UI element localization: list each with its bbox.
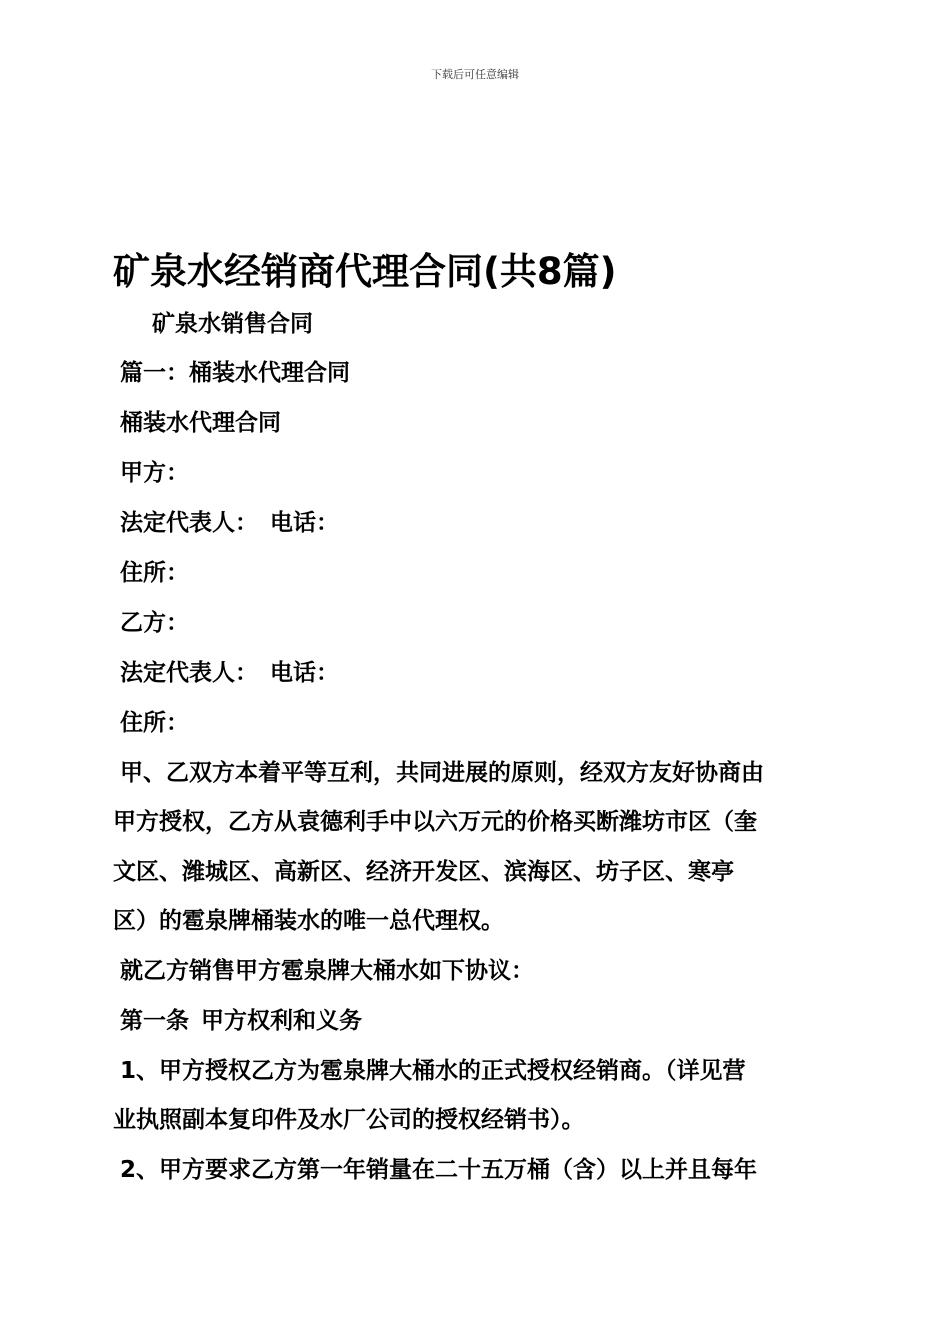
item-1-line-2: 业执照副本复印件及水厂公司的授权经销书）。 [113, 1107, 585, 1133]
paragraph-1-line-1: 甲、乙双方本着平等互利，共同进展的原则，经双方友好协商由 [120, 760, 764, 786]
party-a-phone-label: 电话： [270, 510, 339, 536]
article-1-heading [120, 1005, 362, 1037]
party-a-rep-label: 法定代表人： [120, 510, 258, 536]
paragraph-2: 就乙方销售甲方雹泉牌大桶水如下协议： [120, 958, 534, 984]
party-a-address-label: 住所： [120, 560, 189, 586]
document-subtitle: 矿泉水销售合同 [152, 311, 313, 337]
party-b-address-label: 住所： [120, 710, 189, 736]
paragraph-1-line-2: 甲方授权，乙方从袁德利手中以六万元的价格买断潍坊市区（奎 [113, 809, 757, 835]
paragraph-1-line-4: 区）的雹泉牌桶装水的唯一总代理权。 [113, 908, 504, 934]
article-1-number: 第一条 [120, 1008, 189, 1034]
document-title: 矿泉水经销商代理合同(共8篇) [113, 250, 617, 293]
party-b-label: 乙方： [120, 610, 189, 636]
party-b-rep-label: 法定代表人： [120, 660, 258, 686]
article-1-title: 甲方权利和义务 [201, 1008, 362, 1034]
paragraph-1-line-3: 文区、潍城区、高新区、经济开发区、滨海区、坊子区、寒亭 [113, 859, 734, 885]
item-2-line-1: 2、甲方要求乙方第一年销量在二十五万桶（含）以上并且每年 [120, 1157, 758, 1183]
section-heading: 篇一：桶装水代理合同 [120, 360, 350, 386]
party-b-phone-label: 电话： [270, 660, 339, 686]
party-a-representative-line [120, 507, 339, 539]
page-header-note: 下载后可任意编辑 [431, 68, 519, 81]
contract-title: 桶装水代理合同 [120, 410, 281, 436]
party-a-label: 甲方： [120, 460, 189, 486]
party-b-representative-line [120, 657, 339, 689]
item-1-line-1: 1、甲方授权乙方为雹泉牌大桶水的正式授权经销商。（详见营 [120, 1058, 746, 1084]
